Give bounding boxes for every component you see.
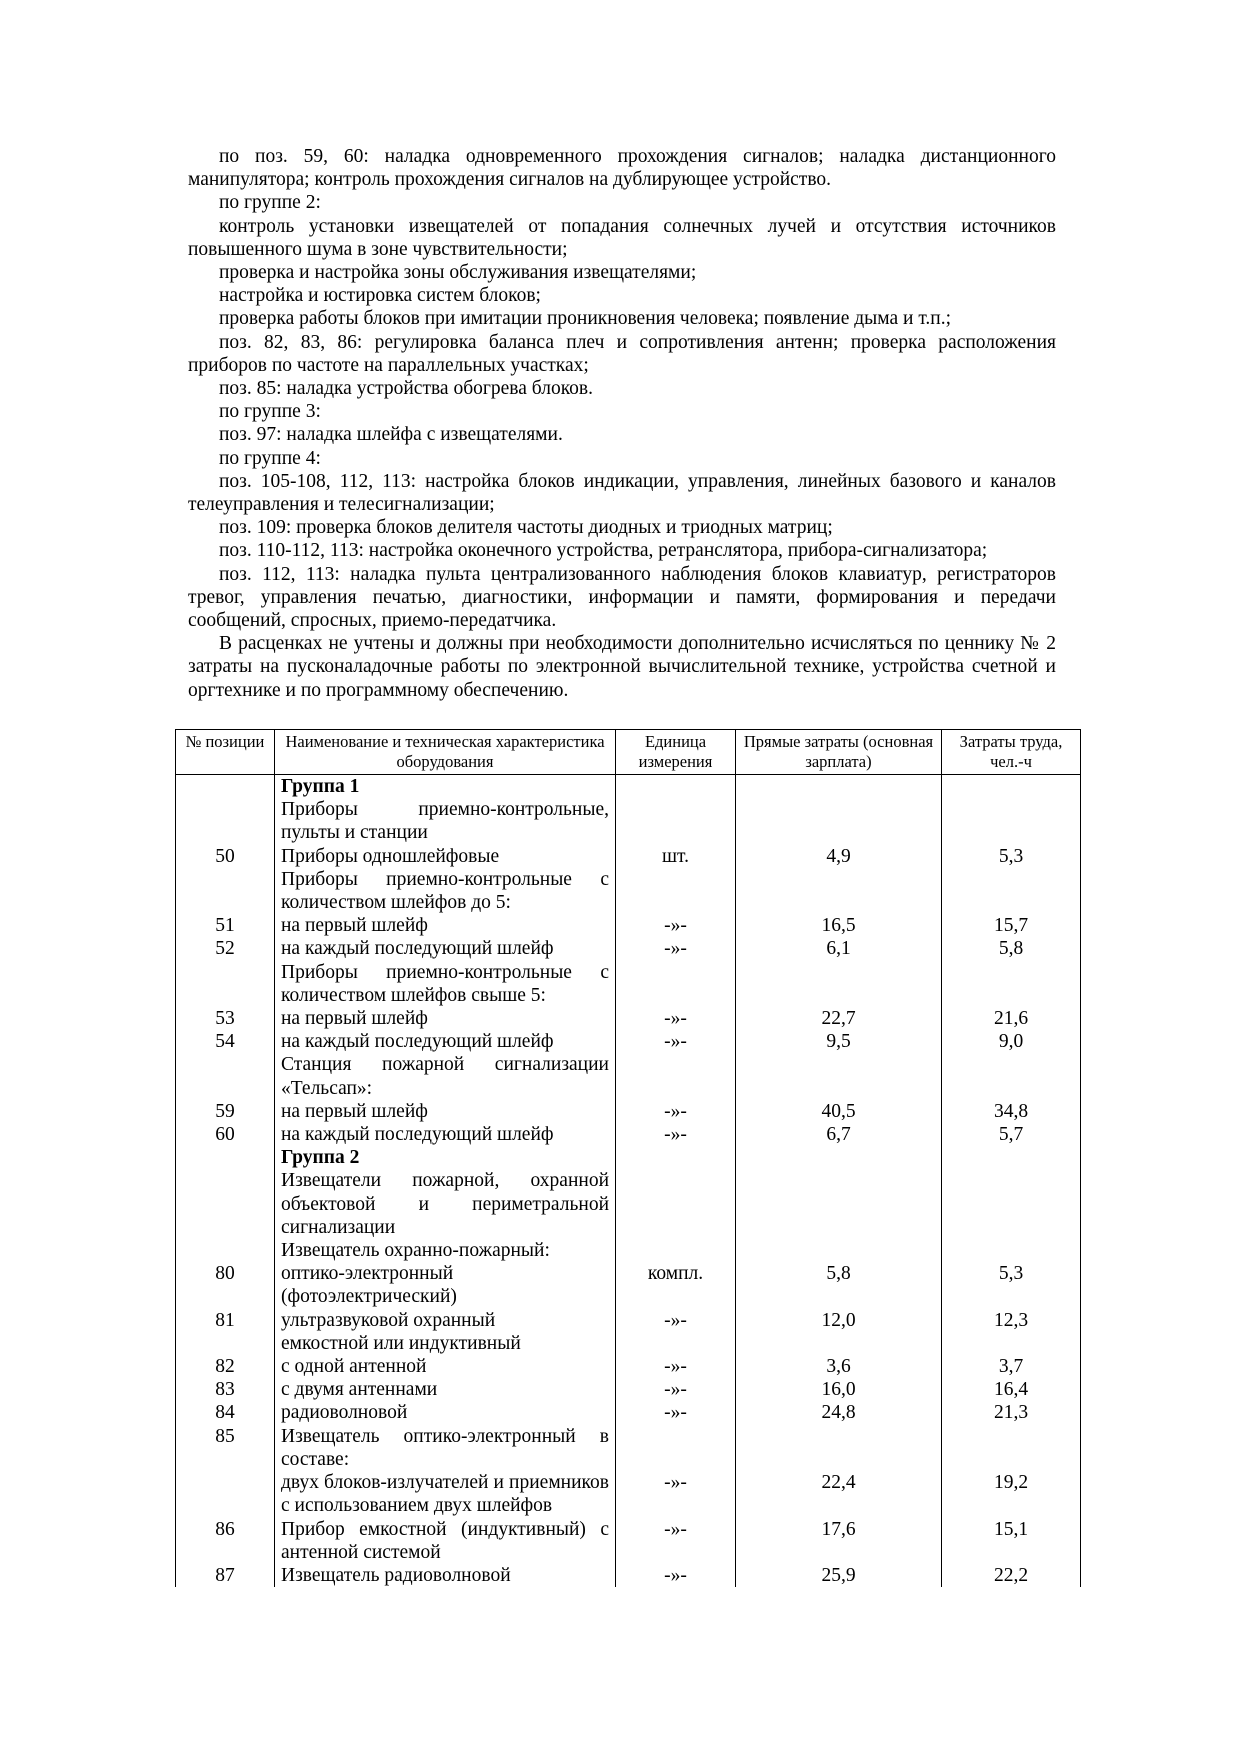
- labor-costs-cell: [942, 1053, 1081, 1099]
- equipment-name-cell: на первый шлейф: [275, 1100, 616, 1123]
- unit-cell: [616, 961, 736, 1007]
- labor-costs-cell: 16,4: [942, 1378, 1081, 1401]
- table-row: [176, 1564, 1081, 1587]
- equipment-name-cell: Извещатель радиоволновой: [275, 1564, 616, 1587]
- equipment-name-cell: Извещатель оптико-электронный в составе:: [275, 1425, 616, 1471]
- direct-costs-cell: 5,8: [736, 1262, 942, 1308]
- paragraph: по группе 2:: [219, 192, 321, 214]
- labor-costs-cell: 5,7: [942, 1123, 1081, 1146]
- table-row: [176, 868, 1081, 914]
- direct-costs-cell: 22,4: [736, 1471, 942, 1517]
- position-number-cell: 82: [176, 1355, 275, 1378]
- direct-costs-cell: 16,5: [736, 914, 942, 937]
- position-number-cell: [176, 1053, 275, 1099]
- table-row: [176, 1123, 1081, 1146]
- table-row: [176, 1100, 1081, 1123]
- labor-costs-cell: 12,3: [942, 1309, 1081, 1332]
- table-row: [176, 1471, 1081, 1517]
- labor-costs-cell: [942, 1239, 1081, 1262]
- header-position-number: № позиции: [176, 730, 275, 775]
- equipment-name-cell: Извещатели пожарной, охранной объектовой и периметральной сигнализации: [275, 1169, 616, 1239]
- direct-costs-cell: 6,1: [736, 937, 942, 960]
- direct-costs-cell: [736, 1332, 942, 1355]
- labor-costs-cell: [942, 798, 1081, 844]
- position-number-cell: 83: [176, 1378, 275, 1401]
- table-row: [176, 1262, 1081, 1308]
- labor-costs-cell: 21,6: [942, 1007, 1081, 1030]
- table-row: [176, 1332, 1081, 1355]
- labor-costs-cell: 22,2: [942, 1564, 1081, 1587]
- position-number-cell: [176, 1169, 275, 1239]
- equipment-name-cell: Приборы приемно-контрольные с количеством шлейфов до 5:: [275, 868, 616, 914]
- paragraph: поз. 85: наладка устройства обогрева блоков.: [219, 378, 594, 400]
- direct-costs-cell: [736, 1169, 942, 1239]
- paragraph: поз. 82, 83, 86: регулировка баланса плеч и сопротивления антенн; проверка расположения приборов по частоте на параллельных участках;: [188, 331, 1056, 376]
- labor-costs-cell: [942, 1146, 1081, 1169]
- paragraph: проверка и настройка зоны обслуживания извещателями;: [219, 262, 697, 284]
- position-number-cell: [176, 775, 275, 799]
- table-row: [176, 1401, 1081, 1424]
- position-number-cell: 87: [176, 1564, 275, 1587]
- table-row: [176, 1518, 1081, 1564]
- position-number-cell: 60: [176, 1123, 275, 1146]
- equipment-name-cell: Извещатель охранно-пожарный:: [275, 1239, 616, 1262]
- labor-costs-cell: [942, 868, 1081, 914]
- table-row: [176, 845, 1081, 868]
- table-row: [176, 798, 1081, 844]
- position-number-cell: 50: [176, 845, 275, 868]
- labor-costs-cell: 9,0: [942, 1030, 1081, 1053]
- equipment-name-cell: ультразвуковой охранный: [275, 1309, 616, 1332]
- paragraph: настройка и юстировка систем блоков;: [219, 285, 541, 307]
- table-row: [176, 937, 1081, 960]
- position-number-cell: 85: [176, 1425, 275, 1471]
- unit-cell: [616, 868, 736, 914]
- position-number-cell: [176, 1239, 275, 1262]
- position-number-cell: [176, 961, 275, 1007]
- equipment-name-cell: на первый шлейф: [275, 914, 616, 937]
- unit-cell: -»-: [616, 937, 736, 960]
- equipment-name-cell: Приборы приемно-контрольные, пульты и станции: [275, 798, 616, 844]
- unit-cell: -»-: [616, 1007, 736, 1030]
- equipment-name-cell: оптико-электронный (фотоэлектрический): [275, 1262, 616, 1308]
- equipment-name-cell: двух блоков-излучателей и приемников с использованием двух шлейфов: [275, 1471, 616, 1517]
- paragraph: В расценках не учтены и должны при необходимости дополнительно исчисляться по ценнику № 2 затраты на пусконаладочные работы по электронной вычислительной технике, устройства счетной и оргтехнике и по программному обеспечению.: [188, 633, 1056, 701]
- document-body: [188, 145, 1056, 702]
- unit-cell: компл.: [616, 1262, 736, 1308]
- direct-costs-cell: 22,7: [736, 1007, 942, 1030]
- unit-cell: [616, 798, 736, 844]
- unit-cell: [616, 1053, 736, 1099]
- table-header-row: [176, 730, 1081, 775]
- labor-costs-cell: 34,8: [942, 1100, 1081, 1123]
- position-number-cell: 80: [176, 1262, 275, 1308]
- header-direct-costs: Прямые затраты (основная зарплата): [736, 730, 942, 775]
- unit-cell: -»-: [616, 1030, 736, 1053]
- unit-cell: [616, 1169, 736, 1239]
- equipment-name-cell: Прибор емкостной (индуктивный) с антенной системой: [275, 1518, 616, 1564]
- direct-costs-cell: [736, 1053, 942, 1099]
- table-row: [176, 1425, 1081, 1471]
- labor-costs-cell: 15,1: [942, 1518, 1081, 1564]
- paragraph: поз. 105-108, 112, 113: настройка блоков индикации, управления, линейных базового и каналов телеуправления и телесигнализации;: [188, 470, 1056, 516]
- equipment-name-cell: на каждый последующий шлейф: [275, 1123, 616, 1146]
- direct-costs-cell: 6,7: [736, 1123, 942, 1146]
- paragraph: поз. 112, 113: наладка пульта централизованного наблюдения блоков клавиатур, регистраторов тревог, управления печатью, диагностики, информации и памяти, формирования и передачи сообщений, спросных, приемо-передатчика.: [188, 563, 1056, 632]
- paragraph: проверка работы блоков при имитации проникновения человека; появление дыма и т.п.;: [219, 308, 951, 330]
- unit-cell: шт.: [616, 845, 736, 868]
- direct-costs-cell: 4,9: [736, 845, 942, 868]
- unit-cell: [616, 775, 736, 799]
- direct-costs-cell: 24,8: [736, 1401, 942, 1424]
- paragraph: поз. 97: наладка шлейфа с извещателями.: [219, 424, 563, 446]
- equipment-name-cell: Приборы приемно-контрольные с количеством шлейфов свыше 5:: [275, 961, 616, 1007]
- unit-cell: -»-: [616, 1123, 736, 1146]
- direct-costs-cell: 40,5: [736, 1100, 942, 1123]
- unit-cell: -»-: [616, 1309, 736, 1332]
- unit-cell: -»-: [616, 1355, 736, 1378]
- direct-costs-cell: 16,0: [736, 1378, 942, 1401]
- labor-costs-cell: [942, 961, 1081, 1007]
- unit-cell: -»-: [616, 914, 736, 937]
- direct-costs-cell: 17,6: [736, 1518, 942, 1564]
- direct-costs-cell: [736, 775, 942, 799]
- labor-costs-cell: 5,8: [942, 937, 1081, 960]
- unit-cell: -»-: [616, 1378, 736, 1401]
- direct-costs-cell: [736, 961, 942, 1007]
- direct-costs-cell: 25,9: [736, 1564, 942, 1587]
- table-row: [176, 961, 1081, 1007]
- labor-costs-cell: [942, 775, 1081, 799]
- equipment-name-cell: с одной антенной: [275, 1355, 616, 1378]
- equipment-name-cell: на каждый последующий шлейф: [275, 1030, 616, 1053]
- position-number-cell: 54: [176, 1030, 275, 1053]
- equipment-name-cell: Группа 1: [275, 775, 616, 799]
- equipment-name-cell: Приборы одношлейфовые: [275, 845, 616, 868]
- table-row: [176, 1239, 1081, 1262]
- unit-cell: -»-: [616, 1100, 736, 1123]
- unit-cell: [616, 1332, 736, 1355]
- position-number-cell: 53: [176, 1007, 275, 1030]
- position-number-cell: 51: [176, 914, 275, 937]
- labor-costs-cell: [942, 1169, 1081, 1239]
- paragraph: поз. 109: проверка блоков делителя частоты диодных и триодных матриц;: [219, 517, 833, 539]
- equipment-name-cell: емкостной или индуктивный: [275, 1332, 616, 1355]
- labor-costs-cell: 3,7: [942, 1355, 1081, 1378]
- direct-costs-cell: 12,0: [736, 1309, 942, 1332]
- position-number-cell: 84: [176, 1401, 275, 1424]
- equipment-name-cell: на первый шлейф: [275, 1007, 616, 1030]
- header-labor-costs: Затраты труда, чел.-ч: [942, 730, 1081, 775]
- direct-costs-cell: 9,5: [736, 1030, 942, 1053]
- labor-costs-cell: 5,3: [942, 1262, 1081, 1308]
- unit-cell: [616, 1425, 736, 1471]
- direct-costs-cell: [736, 1239, 942, 1262]
- direct-costs-cell: [736, 868, 942, 914]
- position-number-cell: 52: [176, 937, 275, 960]
- unit-cell: -»-: [616, 1564, 736, 1587]
- direct-costs-cell: [736, 798, 942, 844]
- table-body: [176, 775, 1081, 1588]
- paragraph: по поз. 59, 60: наладка одновременного прохождения сигналов; наладка дистанционного манипулятора; контроль прохождения сигналов на дублирующее устройство.: [188, 146, 1056, 191]
- equipment-name-cell: Группа 2: [275, 1146, 616, 1169]
- unit-cell: -»-: [616, 1401, 736, 1424]
- position-number-cell: [176, 1471, 275, 1517]
- table-row: [176, 1007, 1081, 1030]
- table-row: [176, 775, 1081, 799]
- equipment-name-cell: радиоволновой: [275, 1401, 616, 1424]
- equipment-name-cell: Станция пожарной сигнализации «Тельсап»:: [275, 1053, 616, 1099]
- unit-cell: [616, 1146, 736, 1169]
- paragraph: по группе 3:: [219, 401, 321, 423]
- position-number-cell: 81: [176, 1309, 275, 1332]
- position-number-cell: 86: [176, 1518, 275, 1564]
- direct-costs-cell: 3,6: [736, 1355, 942, 1378]
- labor-costs-cell: [942, 1425, 1081, 1471]
- labor-costs-cell: 21,3: [942, 1401, 1081, 1424]
- table-row: [176, 1378, 1081, 1401]
- table-row: [176, 1030, 1081, 1053]
- paragraph: поз. 110-112, 113: настройка оконечного устройства, ретранслятора, прибора-сигнализатора;: [219, 540, 988, 562]
- table-row: [176, 1169, 1081, 1239]
- position-number-cell: [176, 868, 275, 914]
- table-row: [176, 1146, 1081, 1169]
- unit-cell: [616, 1239, 736, 1262]
- position-number-cell: [176, 1146, 275, 1169]
- header-unit: Единица измерения: [616, 730, 736, 775]
- position-number-cell: [176, 1332, 275, 1355]
- paragraph: по группе 4:: [219, 447, 321, 469]
- direct-costs-cell: [736, 1146, 942, 1169]
- equipment-name-cell: с двумя антеннами: [275, 1378, 616, 1401]
- labor-costs-cell: [942, 1332, 1081, 1355]
- unit-cell: -»-: [616, 1471, 736, 1517]
- labor-costs-cell: 19,2: [942, 1471, 1081, 1517]
- price-table-container: [175, 729, 1080, 1587]
- position-number-cell: [176, 798, 275, 844]
- table-row: [176, 1355, 1081, 1378]
- equipment-name-cell: на каждый последующий шлейф: [275, 937, 616, 960]
- table-row: [176, 1309, 1081, 1332]
- labor-costs-cell: 15,7: [942, 914, 1081, 937]
- position-number-cell: 59: [176, 1100, 275, 1123]
- table-row: [176, 1053, 1081, 1099]
- price-table: [175, 729, 1081, 1587]
- header-equipment-name: Наименование и техническая характеристика оборудования: [275, 730, 616, 775]
- paragraph: контроль установки извещателей от попадания солнечных лучей и отсутствия источников повышенного шума в зоне чувствительности;: [188, 215, 1056, 260]
- table-row: [176, 914, 1081, 937]
- unit-cell: -»-: [616, 1518, 736, 1564]
- direct-costs-cell: [736, 1425, 942, 1471]
- labor-costs-cell: 5,3: [942, 845, 1081, 868]
